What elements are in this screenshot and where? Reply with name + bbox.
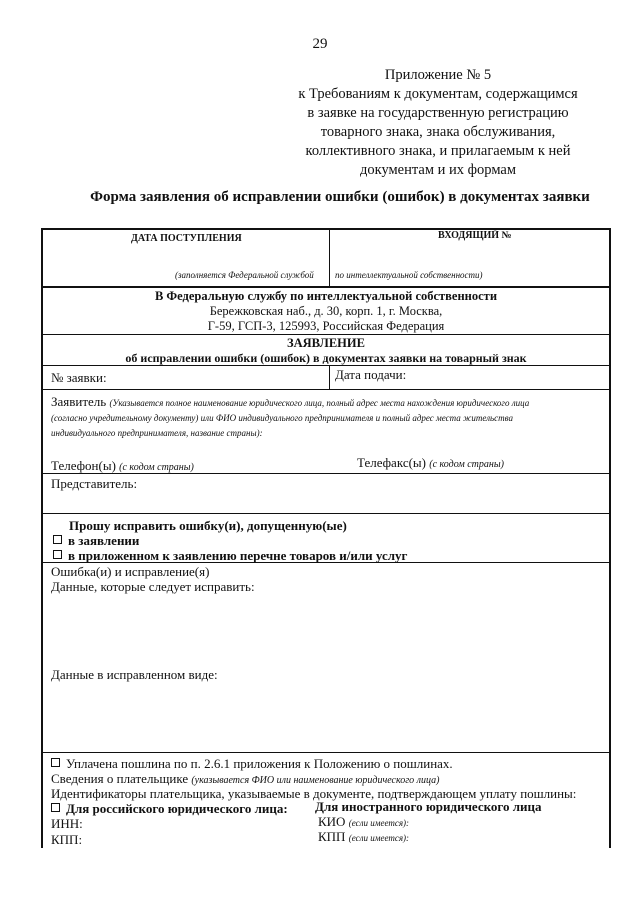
fee-paid (51, 756, 453, 772)
payer-identifiers: Идентификаторы плательщика, указываемые в документе, подтверждающем уплату пошлины: (51, 786, 577, 801)
date-label: ДАТА ПОСТУПЛЕНИЯ (131, 233, 242, 244)
header-row (43, 230, 609, 288)
errors-to-correct: Данные, которые следует исправить: (51, 579, 255, 594)
payer-note: (указывается ФИО или наименование юридического лица) (191, 775, 440, 786)
application-number-label: № заявки: (51, 370, 107, 385)
phone-note: (с кодом страны) (119, 462, 194, 473)
addressee-line1: В Федеральную службу по интеллектуальной собственности (154, 289, 498, 303)
request-option-1 (53, 533, 139, 549)
appendix-line: Приложение № 5 (384, 67, 492, 83)
phone-label: Телефон(ы) (51, 458, 116, 473)
application-form (41, 228, 611, 848)
fee-row (43, 753, 609, 850)
applicant-row (43, 390, 609, 474)
addressee-line3: Г-59, ГСП-3, 125993, Российская Федерация (207, 319, 445, 333)
applicant-note-1: (Указывается полное наименование юридического лица, полный адрес места нахождения юридического лица (109, 398, 530, 408)
kpp-foreign-field (318, 829, 409, 845)
russian-entity-label: Для российского юридического лица: (66, 801, 288, 816)
addressee-line2: Бережковская наб., д. 30, корп. 1, г. Москва, (209, 304, 443, 318)
applicant-block (51, 394, 606, 440)
fill-note-left: (заполняется Федеральной службой (175, 270, 314, 280)
fax-note: (с кодом страны) (429, 459, 504, 470)
phone-field (51, 458, 194, 474)
kio-label: КИО (318, 814, 346, 829)
representative-row (43, 474, 609, 514)
kio-note: (если имеется): (348, 818, 410, 828)
appendix-line: в заявке на государственную регистрацию (307, 105, 569, 121)
statement-subtitle: об исправлении ошибки (ошибок) в документах заявки на товарный знак (125, 351, 527, 365)
filing-date-label: Дата подачи: (335, 367, 407, 382)
page-number: 29 (312, 36, 328, 52)
request-row (43, 514, 609, 563)
kio-field (318, 814, 409, 830)
foreign-entity-label: Для иностранного юридического лица (315, 799, 542, 814)
fill-note-right: по интеллектуальной собственности) (335, 270, 483, 280)
addressee-row (43, 288, 609, 335)
kpp-label: КПП: (51, 832, 83, 847)
request-option-1-label: в заявлении (68, 533, 140, 548)
applicant-note-2: (согласно учредительному документу) или ФИО индивидуального предпринимателя и полный адрес места жительства (51, 413, 513, 423)
checkbox[interactable] (51, 803, 60, 812)
errors-corrected: Данные в исправленном виде: (51, 667, 218, 682)
fax-label: Телефакс(ы) (357, 455, 426, 470)
request-title: Прошу исправить ошибку(и), допущенную(ые) (69, 518, 347, 533)
fee-paid-label: Уплачена пошлина по п. 2.6.1 приложения к Положению о пошлинах. (66, 756, 453, 771)
appendix-block (288, 66, 588, 180)
form-title: Форма заявления об исправлении ошибки (ошибок) в документах заявки (90, 189, 590, 205)
appendix-line: документам и их формам (359, 162, 517, 178)
inn-label: ИНН: (51, 816, 83, 831)
statement-row (43, 335, 609, 366)
checkbox[interactable] (53, 535, 62, 544)
incoming-label: ВХОДЯЩИЙ № (438, 230, 512, 241)
checkbox[interactable] (51, 758, 60, 767)
applicant-note-3: индивидуального предпринимателя, название страны): (51, 428, 263, 438)
errors-title: Ошибка(и) и исправление(я) (51, 564, 210, 579)
appendix-line: к Требованиям к документам, содержащимся (298, 86, 578, 102)
errors-row (43, 563, 609, 753)
appendix-line: коллективного знака, и прилагаемым к ней (305, 143, 571, 159)
kpp-foreign-note: (если имеется): (348, 833, 410, 843)
statement-title: ЗАЯВЛЕНИЕ (287, 336, 365, 350)
payer-info (51, 771, 440, 787)
request-option-2-label: в приложенном к заявлению перечне товаров и/или услуг (68, 548, 408, 563)
russian-entity (51, 801, 288, 817)
payer-label: Сведения о плательщике (51, 771, 189, 786)
applicant-label: Заявитель (51, 394, 107, 409)
kpp-foreign-label: КПП (318, 829, 346, 844)
request-option-2 (53, 548, 407, 564)
application-number-row (43, 366, 609, 390)
representative-label: Представитель: (51, 476, 138, 491)
checkbox[interactable] (53, 550, 62, 559)
fax-field (357, 455, 504, 471)
appendix-line: товарного знака, знака обслуживания, (320, 124, 556, 140)
